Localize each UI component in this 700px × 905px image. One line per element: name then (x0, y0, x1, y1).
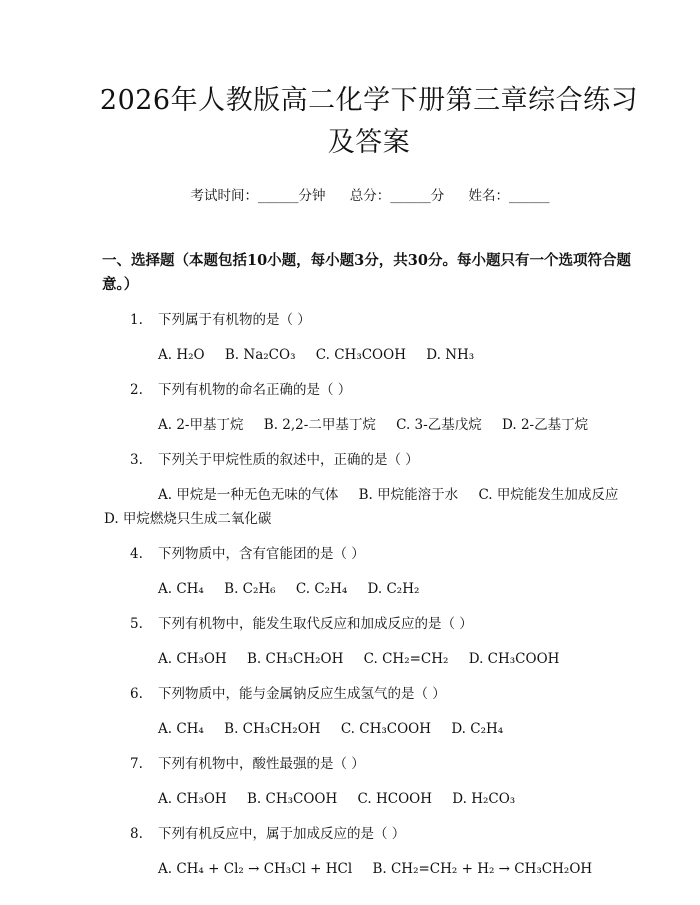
question-3 (104, 449, 638, 531)
question-stem: 下列有机反应中，属于加成反应的是（ ） (158, 826, 406, 842)
question-options (104, 483, 638, 531)
option-d: D. 甲烷燃烧只生成二氧化碳 (104, 511, 272, 527)
option-c: C. C₂H₄ (295, 581, 348, 597)
option-a: A. CH₄ (158, 721, 204, 737)
question-stem: 下列有机物中，酸性最强的是（ ） (158, 756, 365, 772)
option-b: B. 甲烷能溶于水 (358, 487, 459, 503)
question-options (104, 413, 638, 437)
question-stem: 下列有机物中，能发生取代反应和加成反应的是（ ） (158, 616, 473, 632)
question-options (104, 647, 638, 671)
question-number: 4. (130, 546, 143, 562)
option-d: D. H₂CO₃ (452, 791, 516, 807)
option-c: C. HCOOH (357, 791, 432, 807)
question-options (104, 857, 638, 881)
option-a: A. CH₃OH (158, 651, 227, 667)
question-2 (104, 379, 638, 437)
option-d: D. 2-乙基丁烷 (502, 417, 589, 433)
question-options (104, 343, 638, 367)
option-d: D. C₂H₂ (367, 581, 420, 597)
exam-meta (102, 184, 638, 204)
question-number: 3. (130, 452, 143, 468)
question-number: 8. (130, 826, 143, 842)
question-8 (104, 823, 638, 881)
question-stem: 下列物质中，含有官能团的是（ ） (158, 546, 365, 562)
option-a: A. CH₃OH (158, 791, 227, 807)
option-b: B. 2,2-二甲基丁烷 (263, 417, 376, 433)
question-number: 5. (130, 616, 143, 632)
option-c: C. CH₂=CH₂ (363, 651, 449, 667)
option-d: D. NH₃ (426, 347, 475, 363)
option-c: C. CH₃COOH (340, 721, 432, 737)
question-4 (104, 543, 638, 601)
question-stem: 下列有机物的命名正确的是（ ） (158, 382, 352, 398)
question-5 (104, 613, 638, 671)
question-number: 1. (130, 312, 143, 328)
option-b: B. C₂H₆ (224, 581, 276, 597)
question-number: 6. (130, 686, 143, 702)
option-b: B. CH₃COOH (246, 791, 338, 807)
question-options (104, 717, 638, 741)
option-a: A. CH₄ (158, 581, 204, 597)
option-a: A. CH₄ + Cl₂ → CH₃Cl + HCl (158, 861, 353, 877)
option-c: C. 甲烷能发生加成反应 (478, 487, 619, 503)
question-7 (104, 753, 638, 811)
question-stem: 下列物质中，能与金属钠反应生成氢气的是（ ） (158, 686, 446, 702)
option-a: A. 甲烷是一种无色无味的气体 (158, 487, 339, 503)
question-options (104, 577, 638, 601)
question-1 (104, 309, 638, 367)
student-name: 姓名：______ (468, 188, 550, 204)
document-title: 2026年人教版高二化学下册第三章综合练习及答案 (99, 85, 639, 158)
exam-time: 考试时间：______分钟 (190, 188, 326, 204)
option-a: A. H₂O (158, 347, 205, 363)
option-b: B. CH₂=CH₂ + H₂ → CH₃CH₂OH (372, 861, 593, 877)
question-number: 7. (130, 756, 143, 772)
question-stem: 下列属于有机物的是（ ） (158, 312, 311, 328)
option-c: C. 3-乙基戊烷 (396, 417, 482, 433)
question-options (104, 787, 638, 811)
option-d: D. C₂H₄ (451, 721, 504, 737)
option-b: B. CH₃CH₂OH (224, 721, 321, 737)
option-b: B. Na₂CO₃ (224, 347, 296, 363)
option-a: A. 2-甲基丁烷 (158, 417, 244, 433)
section-heading: 一、选择题（本题包括10小题，每小题3分，共30分。每小题只有一个选项符合题意。） (102, 252, 631, 293)
option-c: C. CH₃COOH (315, 347, 406, 363)
question-number: 2. (130, 382, 143, 398)
option-b: B. CH₃CH₂OH (246, 651, 344, 667)
question-6 (104, 683, 638, 741)
option-d: D. CH₃COOH (468, 651, 560, 667)
total-score: 总分：______分 (349, 188, 445, 204)
question-stem: 下列关于甲烷性质的叙述中，正确的是（ ） (158, 452, 419, 468)
